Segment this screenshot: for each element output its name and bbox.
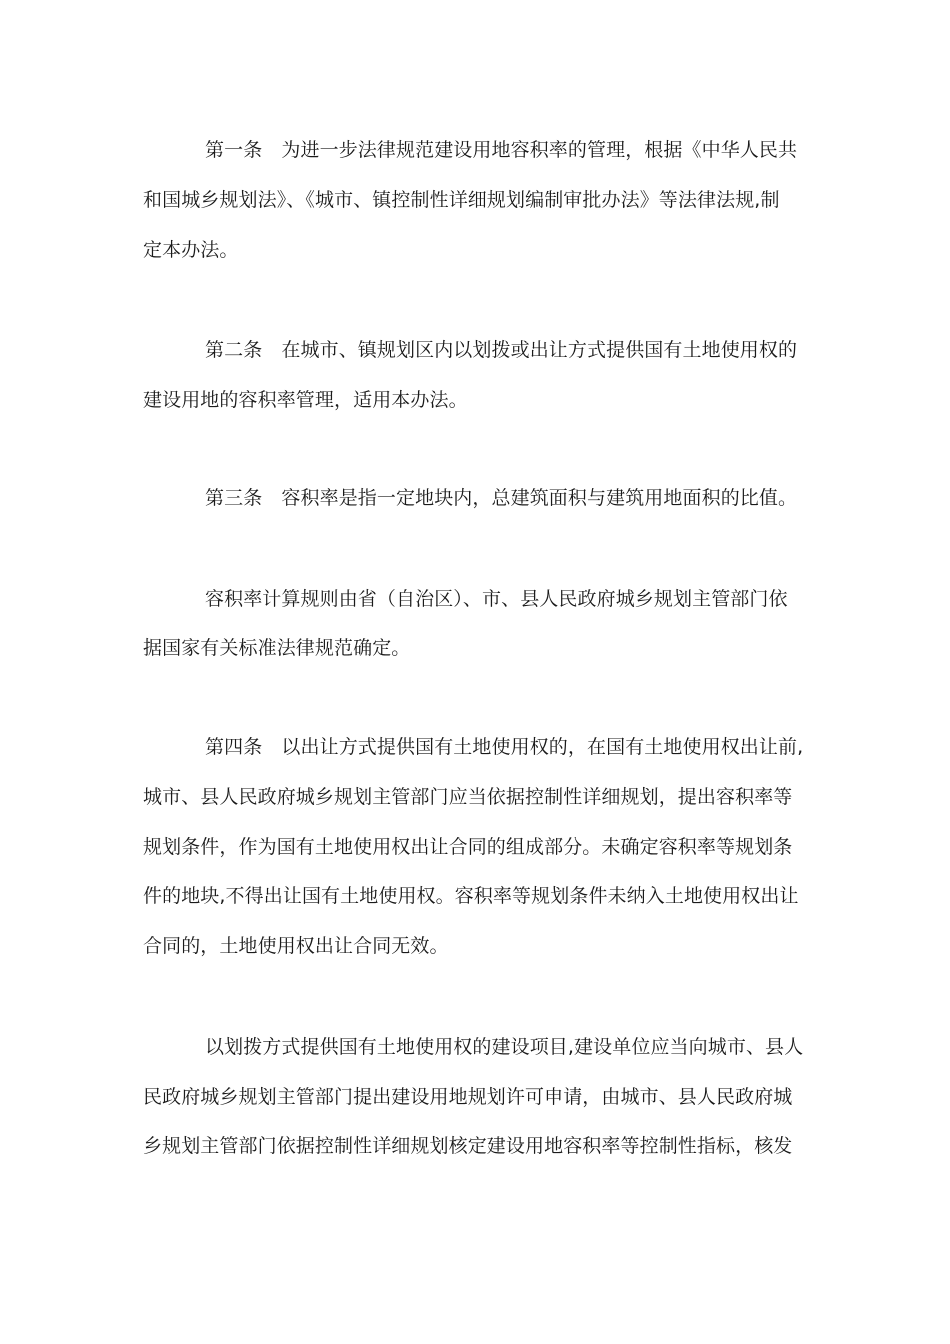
article-4-line-2: 城市、县人民政府城乡规划主管部门应当依据控制性详细规划，提出容积率等 [143,786,793,808]
article-4-line-1: 第四条 以出让方式提供国有土地使用权的，在国有土地使用权出让前, [205,736,804,758]
article-4-para-2-line-2: 民政府城乡规划主管部门提出建设用地规划许可申请，由城市、县人民政府城 [143,1086,793,1108]
article-4-line-3: 规划条件，作为国有土地使用权出让合同的组成部分。未确定容积率等规划条 [143,836,793,858]
article-1-line-2: 和国城乡规划法》、《城市、镇控制性详细规划编制审批办法》等法律法规,制 [143,189,780,211]
article-2-line-2: 建设用地的容积率管理，适用本办法。 [143,389,468,411]
article-3-para-2-line-1: 容积率计算规则由省（自治区）、市、县人民政府城乡规划主管部门依 [205,588,788,610]
article-4-line-4: 件的地块,不得出让国有土地使用权。容积率等规划条件未纳入土地使用权出让 [143,885,799,907]
article-2-line-1: 第二条 在城市、镇规划区内以划拨或出让方式提供国有土地使用权的 [205,339,798,361]
article-4-line-5: 合同的，土地使用权出让合同无效。 [143,935,449,957]
article-1-line-3: 定本办法。 [143,239,239,261]
article-3-line-1: 第三条 容积率是指一定地块内，总建筑面积与建筑用地面积的比值。 [205,487,798,509]
article-4-para-2-line-1: 以划拨方式提供国有土地使用权的建设项目,建设单位应当向城市、县人 [205,1036,804,1058]
article-4-para-2-line-3: 乡规划主管部门依据控制性详细规划核定建设用地容积率等控制性指标，核发 [143,1135,793,1157]
article-3-para-2-line-2: 据国家有关标准法律规范确定。 [143,637,411,659]
article-1-line-1: 第一条 为进一步法律规范建设用地容积率的管理，根据《中华人民共 [205,139,798,161]
